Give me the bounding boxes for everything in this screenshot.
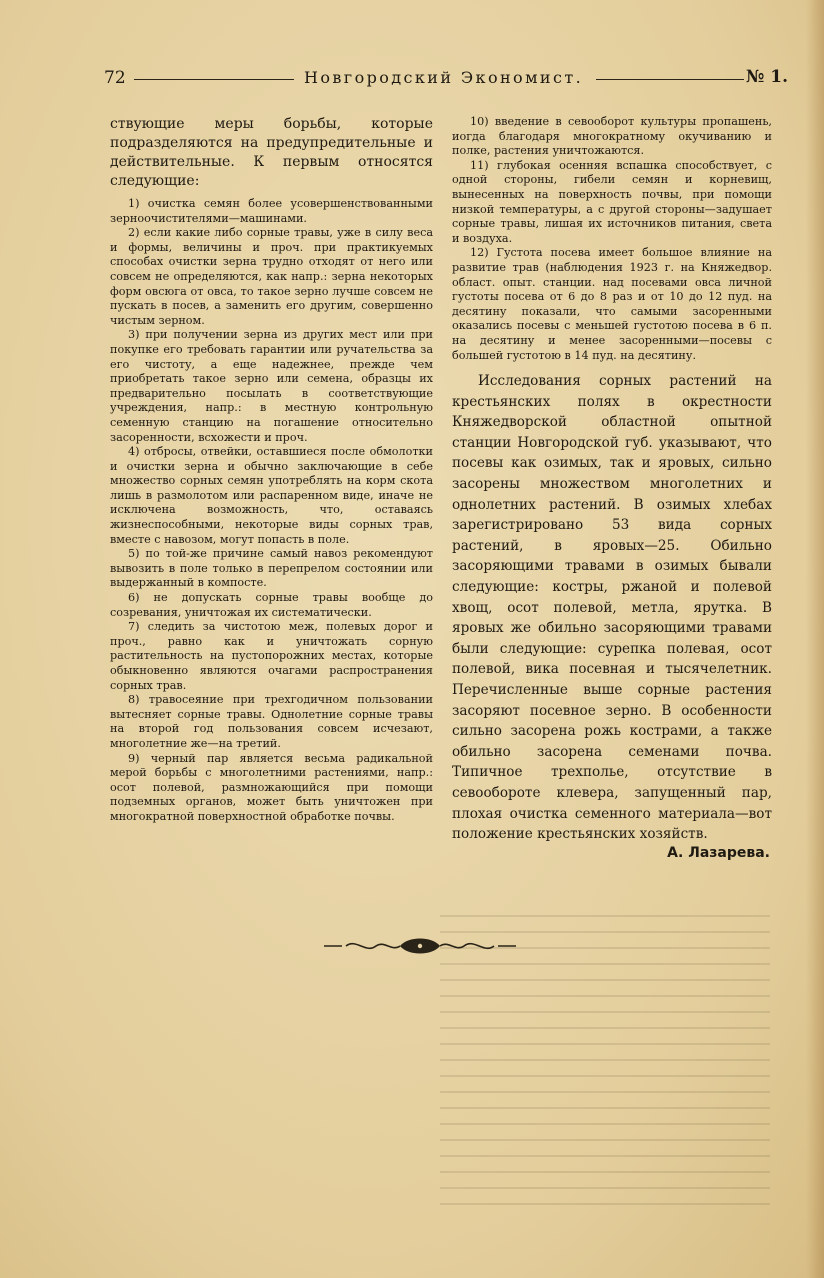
header-rule-right (596, 79, 744, 80)
right-column (452, 115, 772, 861)
page-number: 72 (104, 68, 126, 88)
left-column (110, 115, 433, 825)
list-item: 5) по той-же причине самый навоз рекомендуют вывозить в поле только в перепрелом состоянии или выдержанный в компосте. (110, 547, 433, 590)
list-item: 7) следить за чистотою меж, полевых дорог и проч., равно как и уничтожать сорную растительность на пустопорожних местах, которые обыкновенно являются очагами распространения сорных трав. (110, 620, 433, 692)
lead-paragraph: ствующие меры борьбы, которые подразделяются на предупредительные и действительные. К первым относятся следующие: (110, 116, 433, 189)
list-item: 9) черный пар является весьма радикальной мерой борьбы с многолетними растениями, напр.: осот полевой, размножающийся при помощи подземных органов, может быть уничтожен при многократной поверхностной обработке почвы. (110, 751, 433, 823)
flourish-divider-icon (320, 936, 520, 956)
issue-number: № 1. (745, 67, 788, 87)
page-edge-shadow (806, 0, 824, 1278)
running-header (104, 64, 788, 94)
list-item: 8) травосеяние при трехгодичном пользовании вытесняет сорные травы. Однолетние сорные травы на второй год пользования совсем исчезают, многолетние же—на третий. (110, 693, 433, 750)
header-rule-left (134, 79, 294, 80)
list-item: 4) отбросы, отвейки, оставшиеся после обмолотки и очистки зерна и обычно заключающие в себе множество сорных семян употреблять на корм скота лишь в размолотом или распаренном виде, иначе не исключена возможность, что, оставаясь жизнеспособными, некоторые виды сорных трав, вместе с навозом, могут попасть в поле. (110, 445, 433, 546)
list-item: 10) введение в севооборот культуры пропашень, иогда благодаря многократному окучиванию и полке, растения уничтожаются. (452, 115, 772, 158)
list-item: 6) не допускать сорные травы вообще до созревания, уничтожая их систематически. (110, 591, 433, 619)
list-item: 2) если какие либо сорные травы, уже в силу веса и формы, величины и проч. при практикуемых способах очистки зерна трудно отходят от него или совсем не определяются, как напр.: зерна некоторых форм овсюга от овса, то такое зерно лучше совсем не пускать в посев, а заменить его другим, совершенно чистым зерном. (110, 226, 433, 327)
list-item: 3) при получении зерна из других мест или при покупке его требовать гарантии или ручательства за его чистоту, а еще надежнее, прежде чем приобретать такое зерно или семена, образцы их предварительно посылать в соответствующие учреждения, напр.: в местную контрольную семенную станцию на погашение относительно засоренности, всхожести и проч. (110, 328, 433, 444)
show-through-text (440, 915, 770, 1205)
author-signature: А. Лазарева. (667, 844, 770, 861)
list-item: 12) Густота посева имеет большое влияние на развитие трав (наблюдения 1923 г. на Княжедвор. област. опыт. станции. над посевами овса личной густоты посева от 6 до 8 раз и от 10 до 12 пуд. на десятину показали, что самыми засоренными оказались посевы с меньшей густотою посева в 6 п. на десятину и менее засоренными—посевы с большей густотою в 14 пуд. на десятину. (452, 246, 772, 362)
journal-title: Новгородский Экономист. (304, 68, 584, 87)
list-item: 11) глубокая осенняя вспашка способствует, с одной стороны, гибели семян и корневищ, вынесенных на поверхность почвы, при помощи низкой температуры, а с другой стороны—задушает сорные травы, лишая их источников питания, света и воздуха. (452, 158, 772, 245)
body-paragraph: Исследования сорных растений на крестьянских полях в окрестности Княжедворской областной опытной станции Новгородской губ. указывают, что посевы как озимых, так и яровых, сильно засорены множеством многолетних и однолетних растений. В озимых хлебах зарегистрировано 53 вида сорных растений, в яровых—25. Обильно засоряющими травами в озимых бывали следующие: костры, ржаной и полевой хвощ, осот полевой, метла, ярутка. В яровых же обильно засоряющими травами были следующие: сурепка полевая, осот полевой, вика посевная и тысячелетник. Перечисленные выше сорные растения засоряют посевное зерно. В особенности сильно засорена рожь кострами, а также обильно засорена семенами почва. Типичное трехполье, отсутствие в севообороте клевера, запущенный пар, плохая очистка семенного материала—вот положение крестьянских хозяйств. (452, 373, 772, 843)
list-item: 1) очистка семян более усовершенствованными зерноочистителями—машинами. (110, 197, 433, 225)
